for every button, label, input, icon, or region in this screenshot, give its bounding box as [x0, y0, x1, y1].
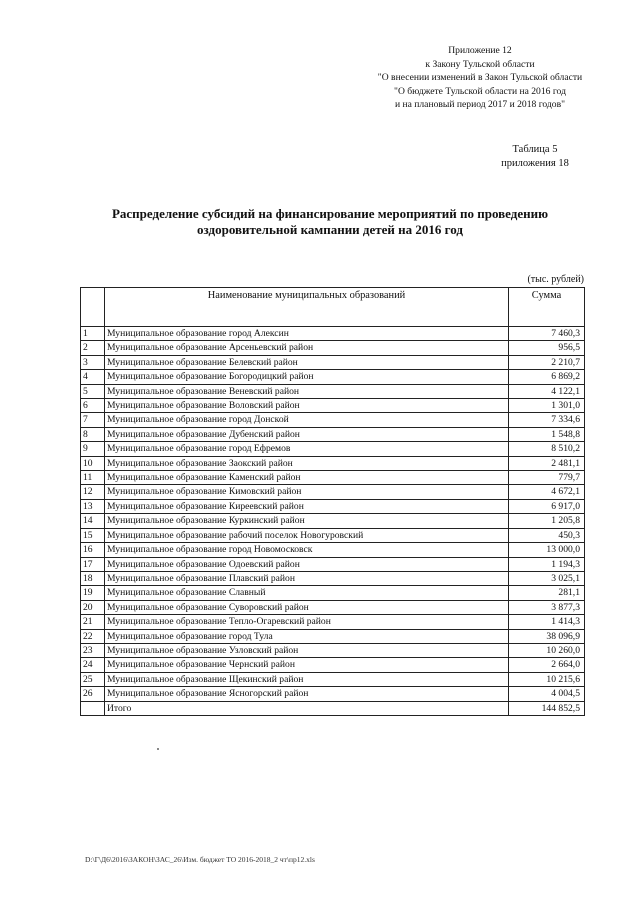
table-row: [81, 615, 585, 629]
total-label: Итого: [105, 701, 509, 715]
row-sum: 4 122,1: [509, 384, 585, 398]
row-number: 20: [81, 600, 105, 614]
row-number: 22: [81, 629, 105, 643]
row-name: Муниципальное образование город Тула: [105, 629, 509, 643]
row-name: Муниципальное образование город Алексин: [105, 327, 509, 341]
row-number: 15: [81, 528, 105, 542]
row-sum: 2 481,1: [509, 456, 585, 470]
row-number: 12: [81, 485, 105, 499]
row-sum: 6 869,2: [509, 370, 585, 384]
row-name: Муниципальное образование Веневский район: [105, 384, 509, 398]
row-name: Муниципальное образование Киреевский район: [105, 499, 509, 513]
file-path-footer: D:\Г\Д6\2016\ЗАКОН\ЗАС_26\Изм. бюджет ТО 2016-2018_2 чт\пр12.xls: [85, 855, 315, 864]
row-number: 7: [81, 413, 105, 427]
row-name: Муниципальное образование Воловский район: [105, 399, 509, 413]
table-row: [81, 571, 585, 585]
row-name: Муниципальное образование город Новомосковск: [105, 543, 509, 557]
appendix-line: к Закону Тульской области: [425, 58, 535, 70]
row-sum: 2 210,7: [509, 355, 585, 369]
row-number: 21: [81, 615, 105, 629]
row-number: 2: [81, 341, 105, 355]
table-row: [81, 672, 585, 686]
row-sum: 4 672,1: [509, 485, 585, 499]
row-sum: 4 004,5: [509, 687, 585, 701]
row-sum: 2 664,0: [509, 658, 585, 672]
table-row: [81, 370, 585, 384]
row-sum: 281,1: [509, 586, 585, 600]
row-number: 4: [81, 370, 105, 384]
table-row: [81, 442, 585, 456]
table-header-row: [81, 288, 585, 327]
row-number: 1: [81, 327, 105, 341]
table-row: [81, 427, 585, 441]
table-row: [81, 658, 585, 672]
total-row: [81, 701, 585, 715]
appendix-line: "О бюджете Тульской области на 2016 год: [394, 85, 566, 97]
document-title: [80, 206, 580, 238]
row-number: 13: [81, 499, 105, 513]
row-name: Муниципальное образование Славный: [105, 586, 509, 600]
row-name: Муниципальное образование Куркинский район: [105, 514, 509, 528]
row-sum: 8 510,2: [509, 442, 585, 456]
table-row: [81, 543, 585, 557]
appendix-line: "О внесении изменений в Закон Тульской области: [377, 72, 583, 83]
row-sum: 7 460,3: [509, 327, 585, 341]
row-sum: 10 260,0: [509, 643, 585, 657]
table-row: [81, 557, 585, 571]
row-number: 5: [81, 384, 105, 398]
header-sum: Сумма: [509, 288, 585, 327]
table-row: [81, 399, 585, 413]
row-number: 18: [81, 571, 105, 585]
row-name: Муниципальное образование Кимовский район: [105, 485, 509, 499]
table-row: [81, 528, 585, 542]
row-sum: 13 000,0: [509, 543, 585, 557]
row-number: 8: [81, 427, 105, 441]
scan-speck: [157, 748, 159, 750]
row-name: Муниципальное образование Чернский район: [105, 658, 509, 672]
row-name: Муниципальное образование Суворовский район: [105, 600, 509, 614]
row-number: 25: [81, 672, 105, 686]
row-sum: 38 096,9: [509, 629, 585, 643]
table-row: [81, 586, 585, 600]
row-name: Муниципальное образование Плавский район: [105, 571, 509, 585]
table-row: [81, 499, 585, 513]
row-name: Муниципальное образование Заокский район: [105, 456, 509, 470]
table-row: [81, 413, 585, 427]
row-name: Муниципальное образование рабочий поселок Новогуровский: [105, 528, 509, 542]
appendix-line: и на плановый период 2017 и 2018 годов": [394, 99, 566, 110]
row-number: 23: [81, 643, 105, 657]
table-row: [81, 327, 585, 341]
row-number: 17: [81, 557, 105, 571]
header-number: [81, 288, 105, 327]
subsidies-table: [80, 287, 585, 716]
table-row: [81, 471, 585, 485]
table-row: [81, 687, 585, 701]
table-reference-line: Таблица 5: [512, 144, 558, 155]
table-row: [81, 514, 585, 528]
row-number: 19: [81, 586, 105, 600]
row-number: 24: [81, 658, 105, 672]
row-sum: 450,3: [509, 528, 585, 542]
title-line: оздоровительной кампании детей на 2016 год: [197, 222, 463, 237]
row-name: Муниципальное образование Арсеньевский район: [105, 341, 509, 355]
row-sum: 1 205,8: [509, 514, 585, 528]
row-sum: 3 025,1: [509, 571, 585, 585]
row-name: Муниципальное образование Тепло-Огаревский район: [105, 615, 509, 629]
row-number: 26: [81, 687, 105, 701]
total-sum: 144 852,5: [509, 701, 585, 715]
row-name: Муниципальное образование город Ефремов: [105, 442, 509, 456]
row-name: Муниципальное образование Щекинский район: [105, 672, 509, 686]
row-sum: 779,7: [509, 471, 585, 485]
table-row: [81, 456, 585, 470]
units-label: (тыс. рублей): [527, 274, 584, 285]
row-sum: 1 548,8: [509, 427, 585, 441]
table-row: [81, 600, 585, 614]
appendix-line: Приложение 12: [448, 45, 512, 56]
row-sum: 6 917,0: [509, 499, 585, 513]
row-sum: 7 334,6: [509, 413, 585, 427]
table-row: [81, 485, 585, 499]
row-number: 16: [81, 543, 105, 557]
row-name: Муниципальное образование город Донской: [105, 413, 509, 427]
row-sum: 1 194,3: [509, 557, 585, 571]
title-line: Распределение субсидий на финансирование мероприятий по проведению: [111, 206, 549, 221]
row-name: Муниципальное образование Узловский район: [105, 643, 509, 657]
table-row: [81, 629, 585, 643]
table-row: [81, 643, 585, 657]
row-name: Муниципальное образование Одоевский район: [105, 557, 509, 571]
row-name: Муниципальное образование Богородицкий район: [105, 370, 509, 384]
row-number: 6: [81, 399, 105, 413]
row-name: Муниципальное образование Каменский район: [105, 471, 509, 485]
row-sum: 10 215,6: [509, 672, 585, 686]
row-number: 14: [81, 514, 105, 528]
row-number: 9: [81, 442, 105, 456]
row-sum: 956,5: [509, 341, 585, 355]
row-sum: 1 414,3: [509, 615, 585, 629]
row-name: Муниципальное образование Дубенский район: [105, 427, 509, 441]
header-name: Наименование муниципальных образований: [105, 288, 509, 327]
table-row: [81, 355, 585, 369]
total-number: [81, 701, 105, 715]
row-sum: 1 301,0: [509, 399, 585, 413]
row-sum: 3 877,3: [509, 600, 585, 614]
table-row: [81, 384, 585, 398]
table-reference: [480, 143, 590, 171]
row-number: 3: [81, 355, 105, 369]
row-name: Муниципальное образование Ясногорский район: [105, 687, 509, 701]
row-name: Муниципальное образование Белевский район: [105, 355, 509, 369]
row-number: 10: [81, 456, 105, 470]
appendix-header: [360, 44, 600, 112]
table-row: [81, 341, 585, 355]
table-reference-line: приложения 18: [501, 158, 569, 169]
row-number: 11: [81, 471, 105, 485]
